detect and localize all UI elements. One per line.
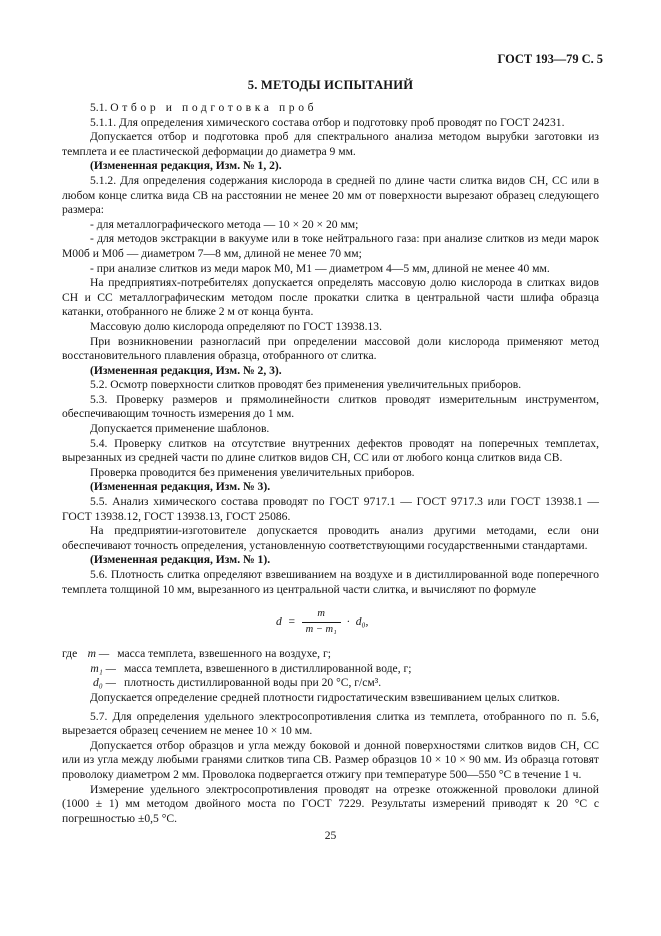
paragraph: Допускается отбор образцов и угла между боковой и донной поверхностями слитков видов СН, СС или из угла между любыми гранями слитков типа СВ. Размер образцов 10 × 10 × 90 мм. Из образца готовят проволоку диаметром 2 мм. Проволока подвергается отжигу при температуре 500—550 °С в течение 1 ч. — [62, 738, 599, 781]
list-item: - для металлографического метода — 10 × 20 × 20 мм; — [90, 217, 359, 231]
formula-denominator: m − m₁ — [302, 622, 341, 638]
amendment-note: (Измененная редакция, Изм. № 3). — [90, 480, 271, 494]
clause-5-1 — [62, 101, 599, 116]
formula-equals: = — [287, 614, 296, 628]
amendment-note: (Измененная редакция, Изм. № 1). — [90, 553, 271, 567]
legend-row — [62, 662, 599, 677]
paragraph: На предприятиях-потребителях допускается определять массовую долю кислорода в слитках видов СН и СС металлографическим методом после прокатки слитка в центральной части шлифа образца катанки, отобранного не ближе 2 м от конца бунта. — [62, 276, 599, 319]
formula-expression — [276, 607, 368, 637]
legend-symbol: m — — [87, 647, 110, 661]
list-item: - для методов экстракции в вакууме или в токе нейтрального газа: при анализе слитков из меди марок М00б и М0б — диаметром 7—8 мм, длиной не менее 70 мм; — [62, 232, 599, 260]
clause-5-1-1: 5.1.1. Для определения химического состава отбор и подготовку проб проводят по ГОСТ 24231. — [90, 115, 565, 129]
paragraph: Проверка проводится без применения увеличительных приборов. — [90, 465, 415, 479]
legend-text: масса темплета, взвешенного в дистиллированной воде, г; — [124, 661, 412, 675]
clause-5-1-2: 5.1.2. Для определения содержания кислорода в средней по длине части слитка видов СН, СС или в любом конце слитка вида СВ на расстоянии не менее 20 мм от поверхности вырезают образец следующего размера: — [62, 173, 599, 217]
running-head: ГОСТ 193—79 С. 5 — [497, 52, 603, 66]
clause-5-3: 5.3. Проверку размеров и прямолинейности слитков проводят измерительным инструментом, обеспечивающим точность измерения до 1 мм. — [62, 392, 599, 421]
section-title: 5. МЕТОДЫ ИСПЫТАНИЙ — [247, 78, 414, 92]
formula-legend — [62, 647, 599, 691]
paragraph: На предприятии-изготовителе допускается проводить анализ другими методами, если они обеспечивают точность определения, установленную соответствующими государственными стандартами. — [62, 524, 599, 552]
clause-5-2: 5.2. Осмотр поверхности слитков проводят без применения увеличительных приборов. — [90, 378, 522, 392]
clause-number: 5.1. — [90, 101, 108, 114]
formula-numerator: m — [317, 608, 325, 620]
paragraph: Допускается отбор и подготовка проб для спектрального анализа методом вырубки заготовки из темплета и ее пластической деформации до диаметра 9 мм. — [62, 130, 599, 158]
paragraph: Массовую долю кислорода определяют по ГОСТ 13938.13. — [90, 319, 382, 333]
legend-where: где — [62, 647, 78, 661]
page-number: 25 — [324, 829, 337, 842]
document-body — [62, 101, 599, 826]
clause-5-4: 5.4. Проверку слитков на отсутствие внутренних дефектов проводят на поперечных темплетах, вырезанных из средней части по длине слитков видов СН, СС или от любого конца слитков вида СВ. — [62, 436, 599, 465]
legend-symbol: d₀ — — [92, 676, 116, 690]
clause-5-5: 5.5. Анализ химического состава проводят по ГОСТ 9717.1 — ГОСТ 9717.3 или ГОСТ 13938.1 — ГОСТ 13938.12, ГОСТ 13938.13, ГОСТ 25086. — [62, 495, 599, 523]
list-item: - при анализе слитков из меди марок М0, М1 — диаметром 4—5 мм, длиной не менее 40 мм. — [90, 261, 550, 275]
paragraph: При возникновении разногласий при определении массовой доли кислорода применяют метод восстановительного плавления образца, отобранного от слитка. — [62, 334, 599, 363]
legend-text: плотность дистиллированной воды при 20 °С, г/см³. — [124, 676, 382, 690]
legend-row — [62, 676, 599, 691]
clause-5-6: 5.6. Плотность слитка определяют взвешиванием на воздухе и в дистиллированной воде поперечного темплета толщиной 10 мм, вырезанного из центральной части слитка, и вычисляют по формуле — [62, 568, 599, 596]
density-formula — [62, 597, 599, 645]
formula-dot: · — [346, 614, 350, 628]
formula-lhs: d — [276, 614, 282, 628]
formula-rhs: d₀, — [355, 614, 369, 628]
amendment-note: (Измененная редакция, Изм. № 2, 3). — [90, 363, 282, 377]
legend-text: масса темплета, взвешенного на воздухе, г; — [117, 647, 331, 661]
paragraph: Измерение удельного электросопротивления проводят на отрезке отожженной проволоки длиной (1000 ± 1) мм методом двойного моста по ГОСТ 7229. Результаты измерений приводят к 20 °С с погрешностью ±0,5 °С. — [62, 782, 599, 825]
formula-fraction — [302, 607, 341, 637]
paragraph: Допускается определение средней плотности гидростатическим взвешиванием целых слитков. — [90, 690, 560, 704]
paragraph: Допускается применение шаблонов. — [90, 422, 270, 436]
amendment-note: (Измененная редакция, Изм. № 1, 2). — [90, 159, 282, 173]
clause-heading-spaced: Отбор и подготовка проб — [110, 101, 318, 114]
legend-symbol: m₁ — — [90, 661, 116, 675]
legend-row — [62, 647, 599, 662]
clause-5-7: 5.7. Для определения удельного электросопротивления слитка из темплета, отобранного по п. 5.6, вырезается образец сечением не менее 10 × 10 мм. — [62, 709, 599, 738]
